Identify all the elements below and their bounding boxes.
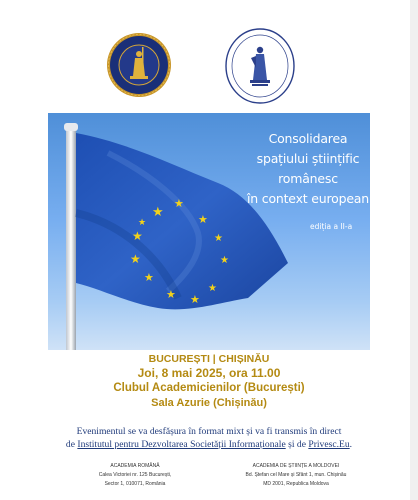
event-details (0, 352, 418, 410)
title-line-2: spațiului științific (256, 151, 360, 166)
privesc-link[interactable]: Privesc.Eu (308, 439, 350, 450)
note-suffix: . (349, 439, 353, 450)
title-line-4: în context european (247, 191, 369, 206)
footer-academia-romana (45, 462, 225, 489)
svg-text:★: ★ (174, 198, 184, 210)
svg-text:★: ★ (144, 272, 154, 284)
scroll-edge (410, 0, 418, 500)
institute-link[interactable]: Institutul pentru Dezvoltarea Societății Informaționale (77, 439, 286, 450)
broadcast-note-line-1: Evenimentul se va desfășura în format mixt și va fi transmis în direct (76, 426, 342, 437)
svg-text:★: ★ (130, 252, 141, 266)
note-prefix: de (65, 439, 78, 450)
footer-left-line-2: Calea Victoriei nr. 125 București, (98, 472, 172, 478)
event-venue-bucharest: Clubul Academicienilor (București) (113, 382, 305, 394)
footer-left-line-3: Sector 1, 010071, România (104, 481, 166, 487)
note-middle: și de (285, 439, 309, 450)
svg-text:★: ★ (214, 233, 223, 244)
broadcast-note-line-2 (0, 438, 418, 451)
footer-left-line-1: ACADEMIA ROMÂNĂ (110, 463, 160, 469)
svg-text:★: ★ (198, 214, 208, 226)
event-locations: BUCUREȘTI | CHIȘINĂU (148, 353, 270, 365)
eu-flag-banner (48, 113, 370, 350)
svg-text:★: ★ (152, 204, 164, 219)
footer-right-line-3: MD 2001, Republica Moldova (263, 481, 329, 487)
svg-text:★: ★ (220, 255, 229, 266)
conference-title (244, 129, 370, 209)
svg-text:★: ★ (138, 217, 147, 227)
footer-right-line-2: Bd. Ștefan cel Mare și Sfânt 1, mun. Chișinău (245, 472, 347, 478)
title-line-3: românesc (278, 171, 338, 186)
academia-moldovei-logo (225, 28, 295, 104)
svg-text:★: ★ (132, 229, 143, 243)
broadcast-note (0, 425, 418, 451)
svg-text:★: ★ (190, 294, 200, 306)
academia-romana-logo (106, 32, 172, 98)
event-date: Joi, 8 mai 2025, ora 11.00 (137, 366, 281, 380)
event-venue-chisinau: Sala Azurie (Chișinău) (151, 397, 267, 409)
footer-academia-moldovei (206, 462, 386, 489)
edition-label: ediția a II-a (310, 222, 353, 231)
svg-text:★: ★ (166, 289, 176, 301)
footer-right-line-1: ACADEMIA DE ȘTIINȚE A MOLDOVEI (252, 463, 340, 469)
svg-text:★: ★ (208, 283, 217, 294)
title-line-1: Consolidarea (268, 131, 348, 146)
